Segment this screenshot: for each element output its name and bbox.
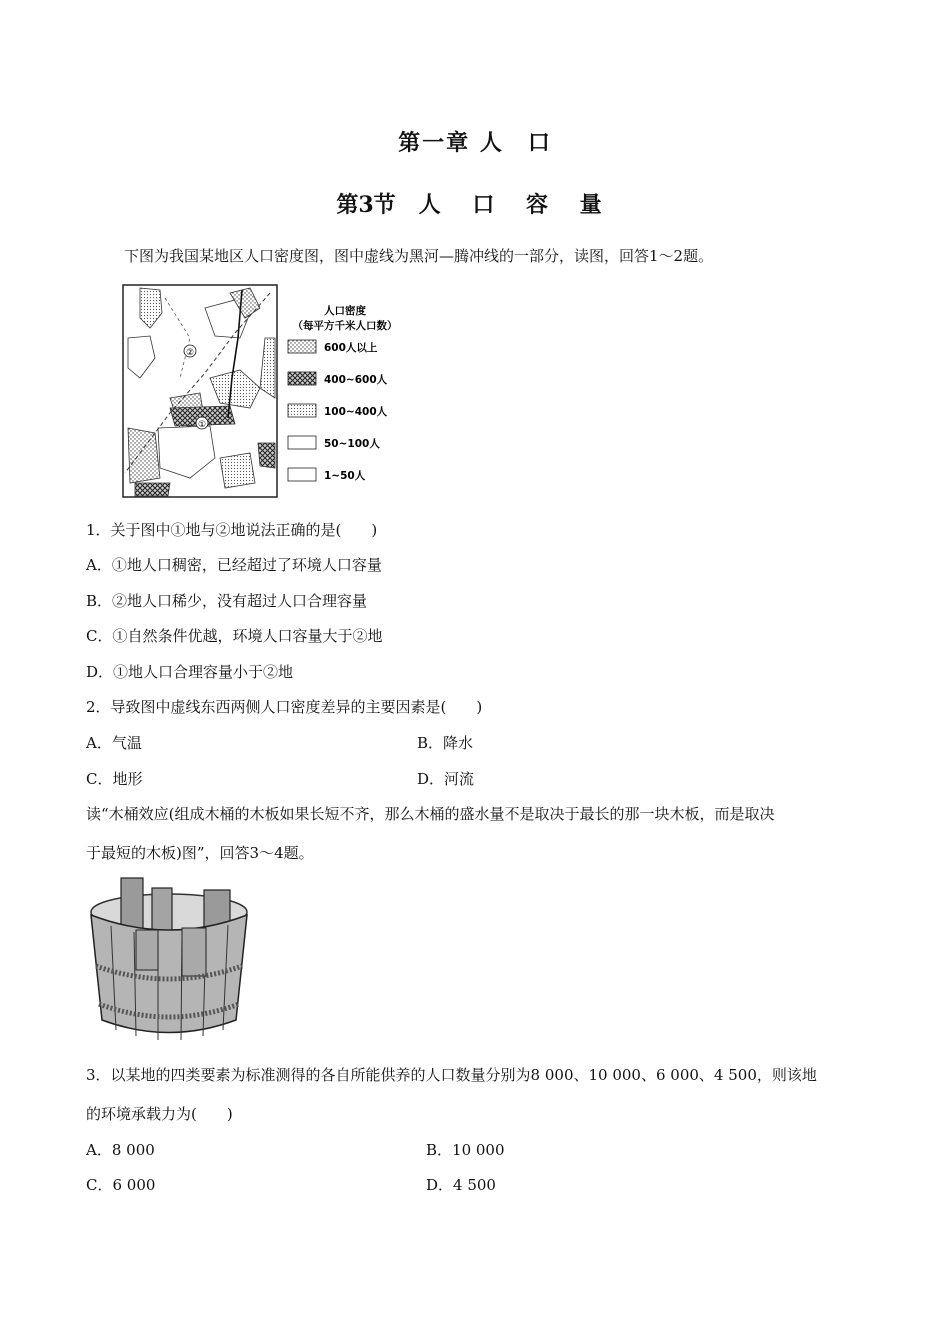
q2-stem: 2．导致图中虚线东西两侧人口密度差异的主要因素是( )	[86, 698, 483, 716]
q3-option-c: C．6 000	[86, 1176, 156, 1194]
section-name: 人 口 容 量	[418, 192, 614, 218]
legend-swatch-600plus	[288, 340, 316, 353]
legend-title: 人口密度	[324, 305, 366, 317]
q1-option-a: A．①地人口稠密，已经超过了环境人口容量	[86, 556, 382, 574]
q3-stem-line1: 3．以某地的四类要素为标准测得的各自所能供养的人口数量分别为8 000、10 000、6 000、4 500，则该地	[86, 1066, 817, 1084]
marker-2: ②	[185, 348, 195, 358]
legend-label-600plus: 600人以上	[324, 342, 378, 354]
q3-option-b: B．10 000	[426, 1141, 505, 1159]
section-title	[0, 188, 950, 219]
q3-option-d: D．4 500	[426, 1176, 496, 1194]
q3-option-a: A．8 000	[86, 1141, 155, 1159]
legend-swatch-50-100	[288, 436, 316, 449]
intro-text-2-line2: 于最短的木板)图”，回答3～4题。	[86, 844, 314, 862]
legend-label-400-600: 400~600人	[324, 374, 388, 386]
legend-swatch-1-50	[288, 468, 316, 481]
intro-text-1: 下图为我国某地区人口密度图，图中虚线为黑河—腾冲线的一部分，读图，回答1～2题。	[124, 247, 714, 265]
marker-1: ①	[197, 420, 207, 430]
q1-stem: 1．关于图中①地与②地说法正确的是( )	[86, 521, 378, 539]
wooden-bucket-illustration	[86, 870, 256, 1045]
section-label: 第3节	[336, 192, 396, 218]
legend-label-100-400: 100~400人	[324, 406, 388, 418]
legend-label-50-100: 50~100人	[324, 438, 380, 450]
q1-option-c: C．①自然条件优越，环境人口容量大于②地	[86, 627, 383, 645]
legend-swatch-400-600	[288, 372, 316, 385]
chapter-title: 第一章 人 口	[398, 130, 552, 156]
intro-text-2-line1: 读“木桶效应(组成木桶的木板如果长短不齐，那么木桶的盛水量不是取决于最长的那一块木板，而是取决	[86, 805, 775, 823]
legend-swatch-100-400	[288, 404, 316, 417]
q2-option-d: D．河流	[417, 770, 475, 788]
population-density-map	[110, 278, 410, 503]
q1-option-d: D．①地人口合理容量小于②地	[86, 663, 294, 681]
q3-stem-line2: 的环境承载力为( )	[86, 1105, 233, 1123]
q1-option-b: B．②地人口稀少，没有超过人口合理容量	[86, 592, 368, 610]
legend-subtitle: （每平方千米人口数）	[292, 320, 398, 332]
q2-option-c: C．地形	[86, 770, 143, 788]
q2-option-b: B．降水	[417, 734, 474, 752]
legend-label-1-50: 1~50人	[324, 470, 366, 482]
q2-option-a: A．气温	[86, 734, 142, 752]
